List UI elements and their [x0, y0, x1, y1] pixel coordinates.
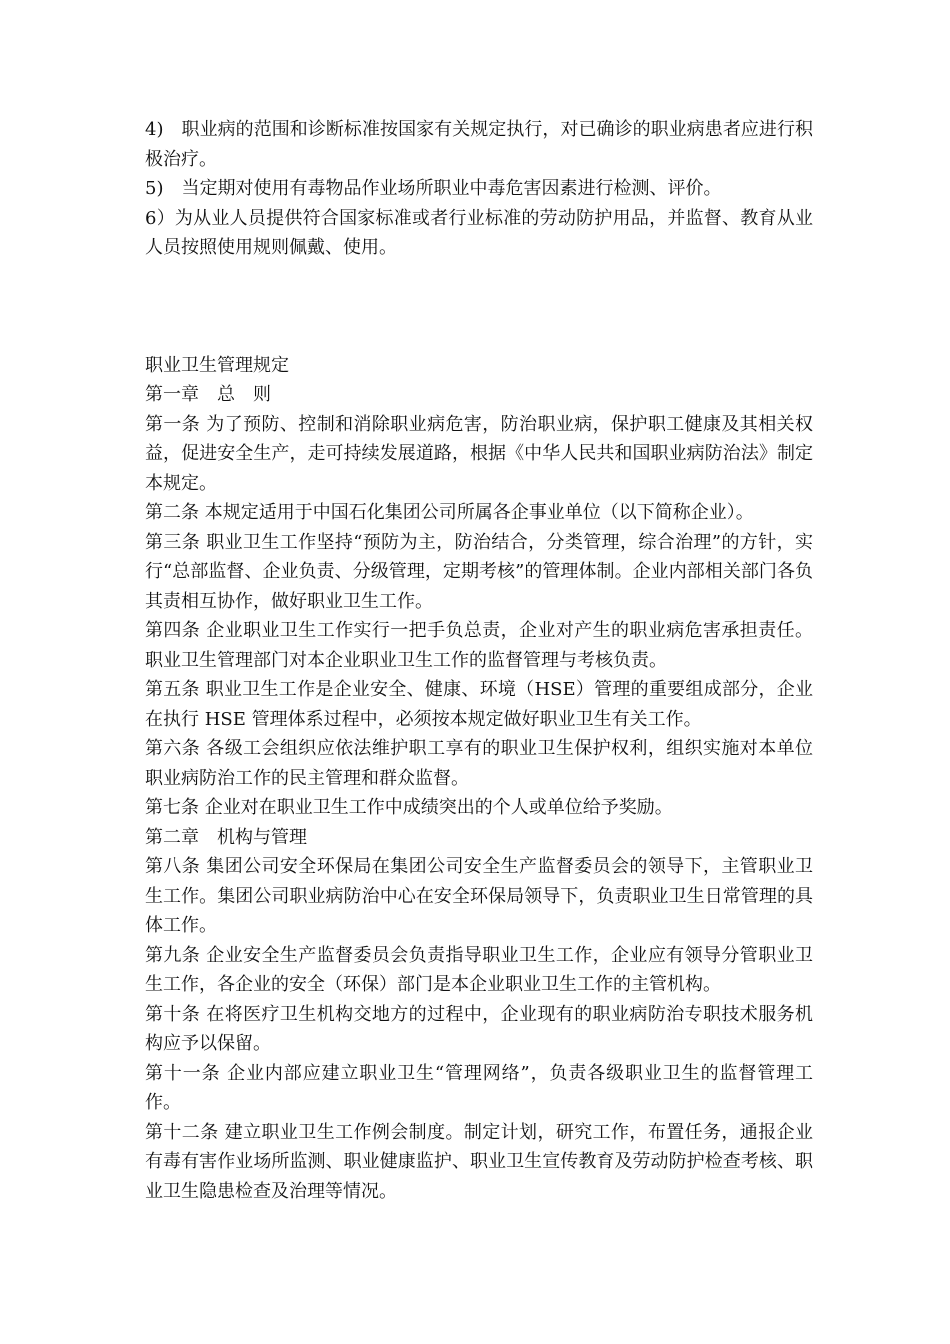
section-gap — [145, 263, 813, 351]
article: 第十一条 企业内部应建立职业卫生“管理网络”，负责各级职业卫生的监督管理工作。 — [145, 1062, 813, 1113]
article: 第六条 各级工会组织应依法维护职工享有的职业卫生保护权利，组织实施对本单位职业病防治工作的民主管理和群众监督。 — [145, 738, 813, 789]
list-item: 4) 职业病的范围和诊断标准按国家有关规定执行，对已确诊的职业病患者应进行积极治疗。 — [145, 119, 813, 170]
article: 第十条 在将医疗卫生机构交地方的过程中，企业现有的职业病防治专职技术服务机构应予以保留。 — [145, 1003, 813, 1054]
chapter-heading: 第二章 机构与管理 — [145, 826, 307, 848]
article: 第四条 企业职业卫生工作实行一把手负总责，企业对产生的职业病危害承担责任。职业卫生管理部门对本企业职业卫生工作的监督管理与考核负责。 — [145, 620, 813, 671]
list-item: 6）为从业人员提供符合国家标准或者行业标准的劳动防护用品，并监督、教育从业人员按照使用规则佩戴、使用。 — [145, 207, 813, 258]
article: 第七条 企业对在职业卫生工作中成绩突出的个人或单位给予奖励。 — [145, 797, 673, 818]
document-title: 职业卫生管理规定 — [145, 354, 289, 376]
article: 第一条 为了预防、控制和消除职业病危害，防治职业病，保护职工健康及其相关权益，促进安全生产，走可持续发展道路，根据《中华人民共和国职业病防治法》制定本规定。 — [145, 413, 813, 494]
chapter-heading: 第一章 总 则 — [145, 384, 271, 405]
document-page — [145, 115, 813, 1206]
article: 第二条 本规定适用于中国石化集团公司所属各企事业单位（以下简称企业）。 — [145, 502, 754, 523]
article: 第十二条 建立职业卫生工作例会制度。制定计划，研究工作，布置任务，通报企业有毒有害作业场所监测、职业健康监护、职业卫生宣传教育及劳动防护检查考核、职业卫生隐患检查及治理等情况。 — [145, 1121, 813, 1202]
article: 第三条 职业卫生工作坚持“预防为主，防治结合，分类管理，综合治理”的方针，实行“总部监督、企业负责、分级管理，定期考核”的管理体制。企业内部相关部门各负其责相互协作，做好职业卫生工作。 — [145, 531, 813, 612]
article: 第九条 企业安全生产监督委员会负责指导职业卫生工作，企业应有领导分管职业卫生工作，各企业的安全（环保）部门是本企业职业卫生工作的主管机构。 — [145, 944, 813, 995]
article: 第五条 职业卫生工作是企业安全、健康、环境（HSE）管理的重要组成部分，企业在执行 HSE 管理体系过程中，必须按本规定做好职业卫生有关工作。 — [145, 679, 813, 730]
article: 第八条 集团公司安全环保局在集团公司安全生产监督委员会的领导下，主管职业卫生工作。集团公司职业病防治中心在安全环保局领导下，负责职业卫生日常管理的具体工作。 — [145, 856, 813, 936]
list-item: 5) 当定期对使用有毒物品作业场所职业中毒危害因素进行检测、评价。 — [145, 178, 722, 199]
